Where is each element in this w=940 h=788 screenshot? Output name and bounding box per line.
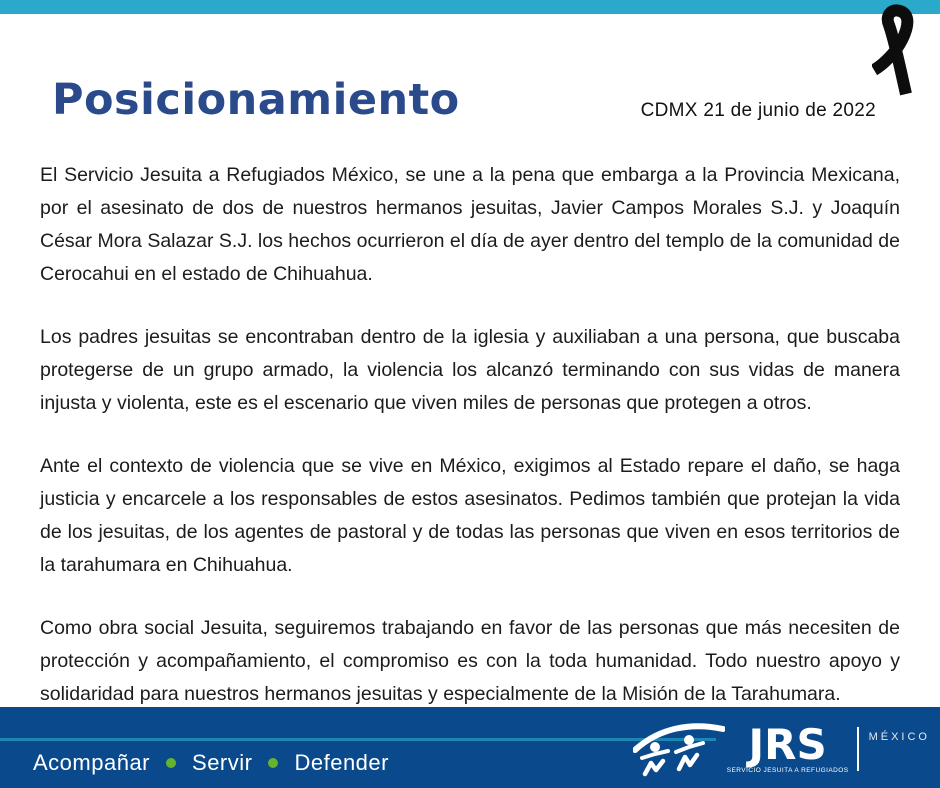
- statement-body: [40, 159, 900, 741]
- dateline: CDMX 21 de junio de 2022: [640, 100, 876, 121]
- jrs-logo: [633, 717, 930, 781]
- green-dot-icon: [268, 758, 278, 768]
- jrs-region-label: MÉXICO: [868, 731, 930, 743]
- paragraph-3: Ante el contexto de violencia que se vive en México, exigimos al Estado repare el daño, se haga justicia y encarcele a los responsables de estos asesinatos. Pedimos también que protejan la vida de los jesuitas, de los agentes de pastoral y de todas las personas que viven en esos territorios de la tarahumara en Chihuahua.: [40, 455, 900, 576]
- footer-tagline: [33, 750, 389, 776]
- jrs-acronym: JRS: [748, 719, 827, 769]
- footer-divider-line: [0, 738, 716, 741]
- paragraph-4: Como obra social Jesuita, seguiremos trabajando en favor de las personas que más necesiten de protección y acompañamiento, el compromiso es con la toda humanidad. Todo nuestro apoyo y solidaridad para nuestros hermanos jesuitas y especialmente de la Misión de la Tarahumara.: [40, 617, 900, 705]
- page-title: Posicionamiento: [52, 74, 460, 125]
- jrs-logo-text: [726, 719, 849, 774]
- paragraph-2: Los padres jesuitas se encontraban dentro de la iglesia y auxiliaban a una persona, que buscaba protegerse de un grupo armado, la violencia los alcanzó terminando con sus vidas de manera injusta y violenta, este es el escenario que viven miles de personas que protegen a otros.: [40, 326, 900, 414]
- mourning-ribbon-icon: [872, 4, 936, 96]
- paragraph-1: El Servicio Jesuita a Refugiados México, se une a la pena que embarga a la Provincia Mexicana, por el asesinato de dos de nuestros hermanos jesuitas, Javier Campos Morales S.J. y Joaquín César Mora Salazar S.J. los hechos ocurrieron el día de ayer dentro del templo de la comunidad de Cerocahui en el estado de Chihuahua.: [40, 164, 900, 285]
- footer-bar: [0, 707, 940, 788]
- tagline-word-defender: Defender: [294, 750, 389, 775]
- tagline-word-servir: Servir: [192, 750, 253, 775]
- jrs-subtitle: SERVICIO JESUITA A REFUGIADOS: [726, 766, 849, 774]
- top-accent-bar: [0, 0, 940, 14]
- jrs-people-icon: [633, 720, 725, 778]
- green-dot-icon: [166, 758, 176, 768]
- tagline-word-acompanar: Acompañar: [33, 750, 151, 775]
- logo-divider: [857, 727, 859, 771]
